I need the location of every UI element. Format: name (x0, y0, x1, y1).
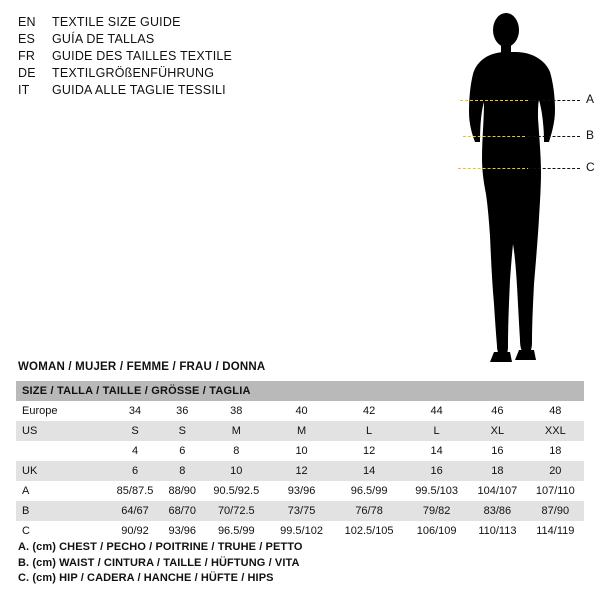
cell: 46 (468, 401, 527, 421)
cell: 4 (108, 441, 162, 461)
language-title: TEXTILE SIZE GUIDE (52, 15, 181, 29)
table-row (16, 441, 584, 461)
cell: 85/87.5 (108, 481, 162, 501)
cell: 14 (333, 461, 405, 481)
cell: 18 (468, 461, 527, 481)
cell: 10 (270, 441, 333, 461)
marker-label-b: B (586, 128, 595, 142)
note-waist: B. (cm) WAIST / CINTURA / TAILLE / HÜFTUNG / VITA (18, 556, 300, 569)
figure-illustration (420, 8, 595, 368)
language-title: GUIDE DES TAILLES TEXTILE (52, 49, 233, 63)
table-row (16, 501, 584, 521)
cell: 114/119 (527, 521, 584, 541)
table-row (16, 461, 584, 481)
cell: 10 (203, 461, 271, 481)
cell: 40 (270, 401, 333, 421)
language-title-list (18, 14, 348, 99)
language-code: IT (18, 83, 30, 97)
hip-leader-line (528, 168, 580, 169)
language-title: GUÍA DE TALLAS (52, 32, 155, 46)
cell: M (203, 421, 271, 441)
language-code: EN (18, 15, 36, 29)
chest-leader-line (528, 100, 580, 101)
cell: M (270, 421, 333, 441)
row-label: Europe (16, 401, 108, 421)
language-row (18, 82, 348, 99)
marker-label-a: A (586, 92, 595, 106)
cell: 34 (108, 401, 162, 421)
language-row (18, 65, 348, 82)
cell: 83/86 (468, 501, 527, 521)
cell: L (405, 421, 468, 441)
table-row (16, 521, 584, 541)
row-label: A (16, 481, 108, 501)
row-label: C (16, 521, 108, 541)
hip-measure-line (458, 168, 530, 169)
cell: 16 (468, 441, 527, 461)
cell: 88/90 (162, 481, 203, 501)
cell: 44 (405, 401, 468, 421)
cell: 106/109 (405, 521, 468, 541)
note-chest: A. (cm) CHEST / PECHO / POITRINE / TRUHE / PETTO (18, 541, 303, 553)
cell: 110/113 (468, 521, 527, 541)
cell: 99.5/102 (270, 521, 333, 541)
cell: 93/96 (270, 481, 333, 501)
cell: 12 (270, 461, 333, 481)
cell: 104/107 (468, 481, 527, 501)
table-row (16, 401, 584, 421)
cell: 20 (527, 461, 584, 481)
language-title: TEXTILGRÖßENFÜHRUNG (52, 66, 215, 80)
language-row (18, 48, 348, 65)
cell: S (162, 421, 203, 441)
language-title: GUIDA ALLE TAGLIE TESSILI (52, 83, 226, 97)
cell: 107/110 (527, 481, 584, 501)
cell: 73/75 (270, 501, 333, 521)
cell: 6 (162, 441, 203, 461)
measurement-notes (18, 540, 578, 587)
female-silhouette-icon (420, 8, 590, 368)
cell: 79/82 (405, 501, 468, 521)
table-row (16, 481, 584, 501)
language-code: DE (18, 66, 36, 80)
cell: 68/70 (162, 501, 203, 521)
row-label (16, 441, 108, 461)
cell: 70/72.5 (203, 501, 271, 521)
cell: 12 (333, 441, 405, 461)
cell: 36 (162, 401, 203, 421)
cell: 87/90 (527, 501, 584, 521)
cell: 90.5/92.5 (203, 481, 271, 501)
cell: 48 (527, 401, 584, 421)
cell: 42 (333, 401, 405, 421)
row-label: B (16, 501, 108, 521)
row-label: US (16, 421, 108, 441)
cell: S (108, 421, 162, 441)
language-code: FR (18, 49, 36, 63)
language-row (18, 14, 348, 31)
cell: 76/78 (333, 501, 405, 521)
language-row (18, 31, 348, 48)
table-row (16, 421, 584, 441)
cell: 93/96 (162, 521, 203, 541)
waist-leader-line (528, 136, 580, 137)
cell: 8 (162, 461, 203, 481)
cell: 96.5/99 (203, 521, 271, 541)
cell: 16 (405, 461, 468, 481)
cell: 6 (108, 461, 162, 481)
note-hip: C. (cm) HIP / CADERA / HANCHE / HÜFTE / HIPS (18, 572, 274, 584)
cell: 38 (203, 401, 271, 421)
cell: XL (468, 421, 527, 441)
cell: XXL (527, 421, 584, 441)
cell: 99.5/103 (405, 481, 468, 501)
cell: 64/67 (108, 501, 162, 521)
marker-label-c: C (586, 160, 595, 174)
cell: 102.5/105 (333, 521, 405, 541)
language-code: ES (18, 32, 36, 46)
cell: 14 (405, 441, 468, 461)
cell: L (333, 421, 405, 441)
waist-measure-line (463, 136, 525, 137)
table-header-label: SIZE / TALLA / TAILLE / GRÖSSE / TAGLIA (16, 381, 584, 401)
table-header-row (16, 381, 584, 401)
cell: 96.5/99 (333, 481, 405, 501)
size-table (16, 381, 584, 541)
cell: 8 (203, 441, 271, 461)
cell: 90/92 (108, 521, 162, 541)
cell: 18 (527, 441, 584, 461)
chest-measure-line (460, 100, 528, 101)
table-group-title: WOMAN / MUJER / FEMME / FRAU / DONNA (18, 361, 266, 373)
row-label: UK (16, 461, 108, 481)
